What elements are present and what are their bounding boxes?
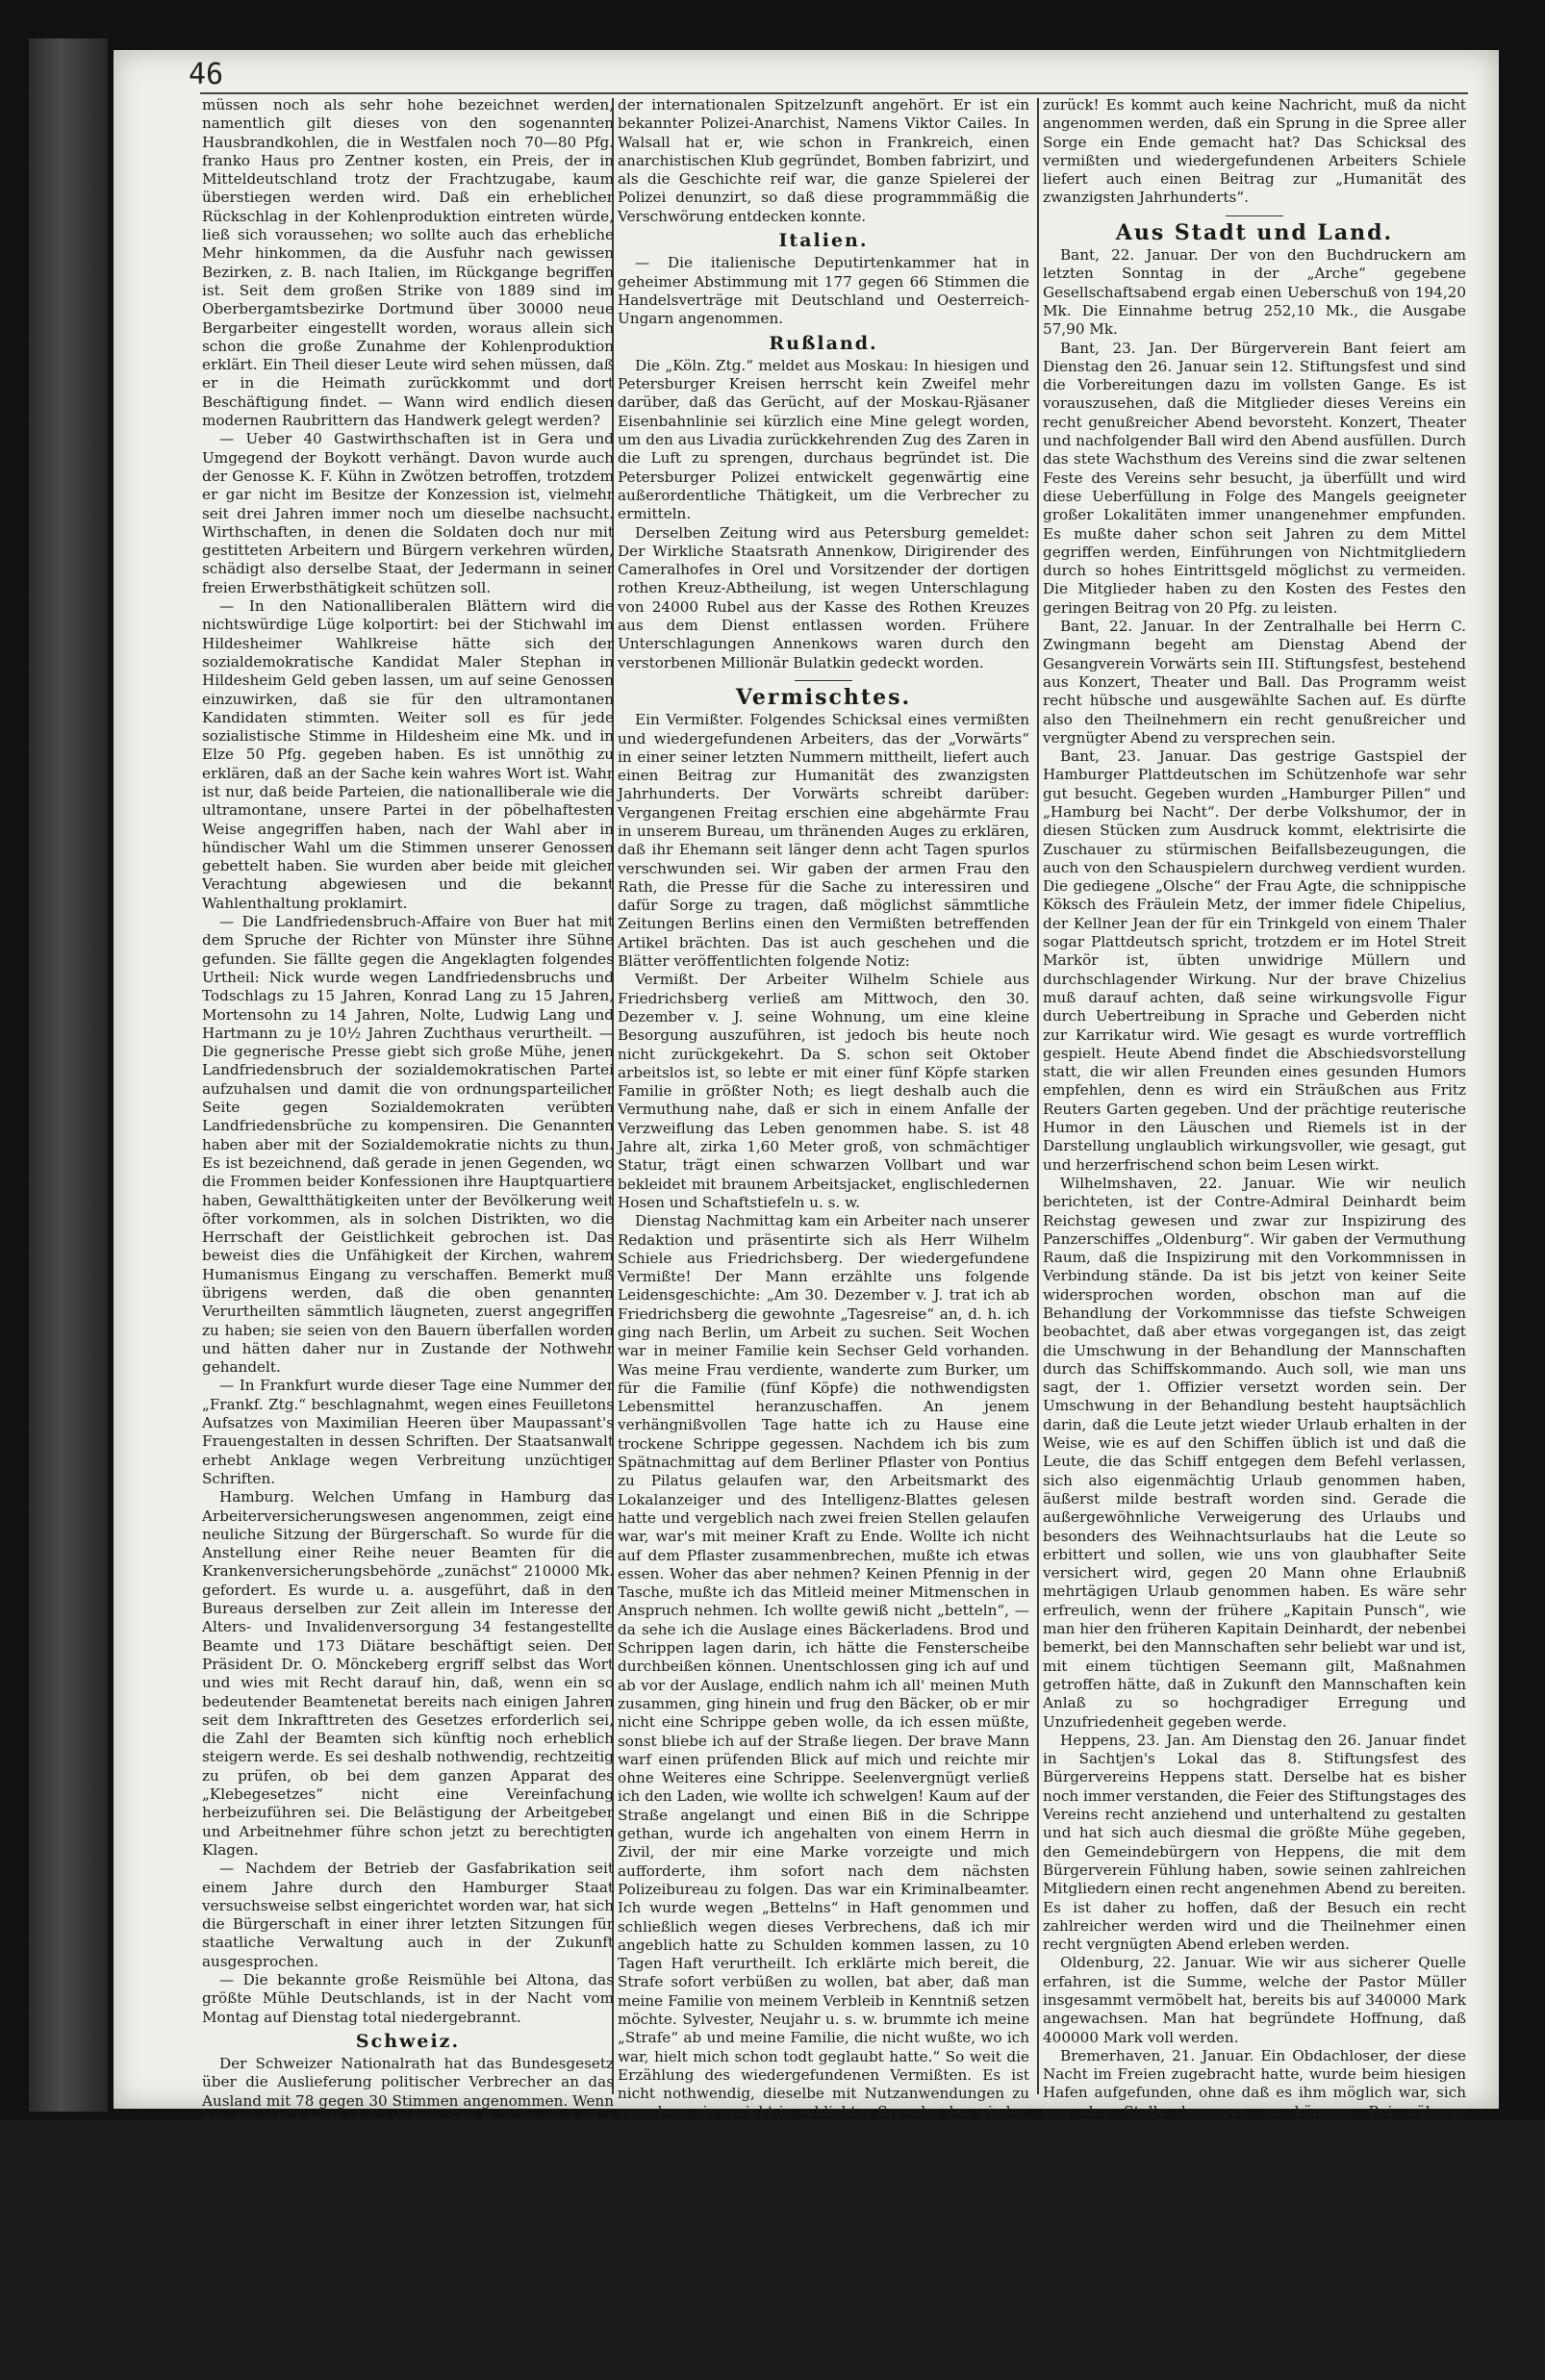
section-heading-schweiz: Schweiz. — [355, 2030, 461, 2052]
column-3 — [1043, 96, 1466, 2176]
article-paragraph: Die „Köln. Ztg.“ meldet aus Moskau: In hiesigen und Petersburger Kreisen herrscht kein Zweifel mehr darüber, daß das Gerücht, auf der Moskau-Rjäsaner Eisenbahnlinie sei kürzlich eine Mine gelegt worden, um den aus Livadia zurückkehrenden Zug des Zaren in die Luft zu sprengen, durchaus begründet ist. Die Petersburger Polizei entwickelt gegenwärtig eine außerordentliche Thätigkeit, um die Verbrecher zu ermitteln. — [618, 356, 1029, 523]
article-paragraph: Der Schweizer Nationalrath hat das Bundesgesetz über die Auslieferung politischer Verbrecher an das Ausland mit 78 gegen 30 Stimmen angenommen. Wenn der Auszuliefernde einen politischen Beweggrund oder Zweck vorschützt, wird er gleichwohl von der Schweiz ausgeliefert, sofern die in Frage stehende Handlung vorwiegend den Charakter eines gemeinen Verbrechens oder Vergehens hat. Das Bundesgericht entscheidet im einzelnen Fall nach freiem Ermessen. Das Gesetz wird erst rechtskräftig, nachdem die dreimonatliche Referendumsfrist unbenutzt verstrichen sein wird. — [202, 2055, 614, 2277]
article-paragraph: Vermißt. Der Arbeiter Wilhelm Schiele aus Friedrichsberg verließ am Mittwoch, den 30. Dezember v. J. seine Wohnung, um eine kleine Besorgung auszuführen, ist jedoch bis heute noch nicht zurückgekehrt. Da S. schon seit Oktober arbeitslos ist, so lebte er mit einer fünf Köpfe starken Familie in größter Noth; es liegt deshalb auch die Vermuthung nahe, daß er sich in einem Anfalle der Verzweiflung das Leben genommen habe. S. ist 48 Jahre alt, zirka 1,60 Meter groß, von schmächtiger Statur, trägt einen schwarzen Vollbart und war bekleidet mit braunem Arbeitsjacket, englischledernen Hosen und Schaftstiefeln u. s. w. — [618, 971, 1029, 1211]
section-separator — [1226, 215, 1283, 216]
article-paragraph: — Die bekannte große Reismühle bei Altona, das größte Mühle Deutschlands, ist in der Nacht vom Montag auf Dienstag total niedergebrannt. — [202, 1970, 614, 2026]
section-heading-vermischtes: Vermischtes. — [735, 684, 912, 710]
article-paragraph: Bant, 23. Januar. Das gestrige Gastspiel der Hamburger Plattdeutschen im Schützenhofe war sehr gut besucht. Gegeben wurden „Hamburger Pillen“ und „Hamburg bei Nacht“. Der derbe Volkshumor, der in diesen Stücken zum Ausdruck kommt, elektrisirte die Zuschauer zu stürmischen Beifallsbezeugungen, die auch von den Schauspielern durchweg verdient wurden. Die gediegene „Olsche“ der Frau Agte, die schnippische Köksch des Fräulein Metz, der immer fidele Chipelius, der Kellner Jean der für ein Trinkgeld von einem Thaler sogar Plattdeutsch spricht, trotzdem er im Hotel Streit Markör ist, übten unwidrige Müllern und durchschlagender Wirkung. Nur der brave Chizelius muß darauf achten, daß seine wirkungsvolle Figur durch Uebertreibung in Sprache und Geberden nicht zur Karrikatur wird. Wie gesagt es wurde vortrefflich gespielt. Heute Abend findet die Abschiedsvorstellung statt, die wir allen Freunden eines gesunden Humors empfehlen, denn es wird ein Sträußchen aus Fritz Reuters Garten gegeben. Und der prächtige reuterische Humor in den Läuschen und Riemels ist in der Darstellung unglaublich wirkungsvoller, wie gesagt, gut und herzerfrischend schon beim Lesen wirkt. — [1043, 747, 1466, 1174]
section-heading-italien: Italien. — [778, 230, 869, 252]
article-paragraph: müssen noch als sehr hohe bezeichnet werden, namentlich gilt dieses von den sogenannten Hausbrandkohlen, die in Westfalen noch 70—80 Pfg. franko Haus pro Zentner kosten, ein Preis, der in Mitteldeutschland trotz der Frachtzugabe, kaum überstiegen werden wird. Daß ein erheblicher Rückschlag in der Kohlenproduktion eintreten würde, ließ sich voraussehen; wo sollte auch das erhebliche Mehr hinkommen, da die Ausfuhr nach gewissen Bezirken, z. B. nach Italien, im Rückgange begriffen ist. Seit dem großen Strike von 1889 sind im Oberbergamtsbezirke Dortmund über 30000 neue Bergarbeiter eingestellt worden, woraus allein sich schon die große Zunahme der Kohlenproduktion erklärt. Ein Theil dieser Leute wird sehen müssen, daß er in die Heimath zurückkommt und dort Beschäftigung findet. — Wann wird endlich diesen modernen Raubrittern das Handwerk gelegt werden? — [202, 96, 614, 430]
article-paragraph: — Nachdem der Betrieb der Gasfabrikation seit einem Jahre durch den Hamburger Staat versuchsweise selbst eingerichtet worden war, hat sich die Bürgerschaft in einer ihrer letzten Sitzungen für staatliche Verwaltung auch in der Zukunft ausgesprochen. — [202, 1860, 614, 1970]
article-paragraph: — In Walsall in England wurde neulich eine anarchistische Bombenverschwörung entdeckt. Es stellt sich nun heraus, wie wir richtig vermuthet, daß der Anstifter — [202, 2306, 614, 2379]
article-paragraph: Bant, 23. Jan. Der Bürgerverein Bant feiert am Dienstag den 26. Januar sein 12. Stiftungsfest und sind die Vorbereitungen dazu im vollsten Gange. Es ist vorauszusehen, daß die Mitglieder dieses Vereins ein recht genußreicher Abend bevorsteht. Konzert, Theater und nachfolgender Ball wird den Abend ausfüllen. Durch das stete Wachsthum des Vereins sind die zwar seltenen Feste des Vereins sehr besucht, ja überfüllt und wird diese Ueberfüllung in Folge des Mangels geeigneter großer Lokalitäten immer unangenehmer empfunden. Es mußte daher schon seit Jahren zu dem Mittel gegriffen werden, Einführungen von Nichtmitgliedern durch so hohes Eintrittsgeld möglichst zu vermeiden. Die Mitglieder haben zu den Kosten des Festes den geringen Beitrag von 20 Pfg. zu leisten. — [1043, 339, 1466, 617]
article-paragraph: Heppens, 23. Jan. Am Dienstag den 26. Januar findet in Sachtjen's Lokal das 8. Stiftungsfest des Bürgervereins Heppens statt. Derselbe hat es bisher noch immer verstanden, die Feier des Stiftungstages des Vereins recht anziehend und unterhaltend zu gestalten und hat sich auch diesmal die größte Mühe gegeben, den Gemeindebürgern von Heppens, die mit dem Bürgerverein Fühlung haben, sowie seinen zahlreichen Mitgliedern einen recht angenehmen Abend zu bereiten. Es ist daher zu hoffen, daß der Besuch ein recht zahlreicher werden wird und die Theilnehmer einen recht vergnügten Abend erleben werden. — [1043, 1731, 1466, 1954]
article-paragraph: — In den Nationalliberalen Blättern wird die nichtswürdige Lüge kolportirt: bei der Stichwahl im Hildesheimer Wahlkreise hätte sich der sozialdemokratische Kandidat Maler Stephan in Hildesheim Geld geben lassen, um auf seine Genossen einzuwirken, daß sie für den ultramontanen Kandidaten stimmten. Weiter soll es für jede sozialistische Stimme in Hildesheim eine Mk. und in Elze 50 Pfg. gegeben haben. Es ist unnöthig zu erklären, daß an der Sache kein wahres Wort ist. Wahr ist nur, daß beide Parteien, die nationalliberale wie die ultramontane, unsere Partei in der pöbelhaftesten Weise angegriffen haben, nach der Wahl aber in hündischer Wahl um die Stimmen unserer Genossen gebettelt haben. Sie wurden aber beide mit gleicher Verachtung abgewiesen und die bekannt Wahlenthaltung proklamirt. — [202, 597, 614, 912]
top-rule — [200, 92, 1468, 94]
article-paragraph: Bant, 22. Januar. In der Zentralhalle bei Herrn C. Zwingmann begeht am Dienstag Abend der Gesangverein Vorwärts sein III. Stiftungsfest, bestehend aus Konzert, Theater und Ball. Das Programm weist recht hübsche und ausgewählte Sachen auf. Es dürfte also den Theilnehmern ein recht genußreicher und vergnügter Abend zu versprechen sein. — [1043, 618, 1466, 747]
section-separator — [795, 680, 852, 681]
article-paragraph: Dienstag Nachmittag kam ein Arbeiter nach unserer Redaktion und präsentirte sich als Herr Wilhelm Schiele aus Friedrichsberg. Der wiedergefundene Vermißte! Der Mann erzählte uns folgende Leidensgeschichte: „Am 30. Dezember v. J. trat ich ab Friedrichsberg die gewohnte „Tagesreise“ an, d. h. ich ging nach Berlin, um Arbeit zu suchen. Seit Wochen war in meiner Familie kein Sechser Geld vorhanden. Was meine Frau verdiente, wanderte zum Burker, um für die Familie (fünf Köpfe) die nothwendigsten Lebensmittel heranzuschaffen. An jenem verhängnißvollen Tage hatte ich zu Hause eine trockene Schrippe gegessen. Nachdem ich bis zum Spätnachmittag auf dem Berliner Pflaster von Pontius zu Pilatus gelaufen war, den Arbeitsmarkt des Lokalanzeiger und des Intelligenz-Blattes gelesen hatte und vergeblich nach zwei freien Stellen gelaufen war, war's mit meiner Kraft zu Ende. Wollte ich nicht auf dem Pflaster zusammenbrechen, mußte ich etwas essen. Woher das aber nehmen? Keinen Pfennig in der Tasche, mußte ich das Mitleid meiner Mitmenschen in Anspruch nehmen. Ich wollte gewiß nicht „betteln“, — da sehe ich die Auslage eines Bäckerladens. Brod und Schrippen lagen darin, ich hätte die Fensterscheibe durchbeißen können. Unentschlossen ging ich auf und ab vor der Auslage, endlich nahm ich all' meinen Muth zusammen, ging hinein und frug den Bäcker, ob er mir nicht eine Schrippe geben wolle, da ich essen müßte, sonst bliebe ich auf der Straße liegen. Der brave Mann warf einen prüfenden Blick auf mich und reichte mir ohne Weiteres eine Schrippe. Seelenvergnügt verließ ich den Laden, wie wollte ich schwelgen! Kaum auf der Straße angelangt und einen Biß in die Schrippe gethan, wurde ich angehalten von einem Herrn in Zivil, der mir eine Marke vorzeigte und mich aufforderte, ihm sofort nach dem nächsten Polizeibureau zu folgen. Das war ein Kriminalbeamter. Ich wurde wegen „Bettelns“ in Haft genommen und schließlich wegen dieses Verbrechens, daß ich mir angeblich hatte zu Schulden kommen lassen, zu 10 Tagen Haft verurtheilt. Ich erklärte mich bereit, die Strafe sofort verbüßen zu wollen, bat aber, daß man meine Familie von meinem Verbleib in Kenntniß setzen möchte. Sylvester, Neujahr u. s. w. brummte ich meine „Strafe“ ab und meine Familie, die nicht wußte, wo ich war, hielt mich schon todt geglaubt hatte.“ So weit die Erzählung des wiedergefundenen Vermißten. Es ist nicht nothwendig, dieselbe mit Nutzanwendungen zu versehen, sie spricht in schlichter Sprache das wieder, was einem Beitzlosen in Berlin heute passiren kann. Sind das menschenwürdige Zustände? Der Mann, dem ein Bäcker Situlter ein Brod schenkt, wird wegen Bettelns eingesperrt, ihm wird die Möglichkeit genommen, sich mit seiner Frau und seiner Familie zu verständigen. Zu Haus herrscht Todesschrecken, herrscht das Elend. Die arme Frau weiß nicht aus, nicht ein, der Mann geht weg, er kommt innerhalb einer Woche nicht — [618, 1212, 1029, 2289]
newspaper-page — [114, 50, 1499, 2379]
article-paragraph: zurück! Es kommt auch keine Nachricht, muß da nicht angenommen werden, daß ein Sprung in die Spree aller Sorge ein Ende gemacht hat? Das Schicksal des vermißten und wiedergefundenen Arbeiters Schiele liefert auch einen Beitrag zur „Humanität des zwanzigsten Jahrhunderts“. — [1043, 96, 1466, 207]
article-paragraph: Bremerhaven, 21. Januar. Ein Obdachloser, der diese Nacht im Freien zugebracht hatte, wurde beim hiesigen Hafen aufgefunden, ohne daß es ihm möglich war, sich von der Stelle bewegen zu können. Bei näherer Untersuchung ergab sich, daß ihm ein Bein und ein Arm total erfroren war. Der Unglückliche wurde zum Kranken- — [1043, 2046, 1466, 2176]
article-paragraph: Oldenburg, 22. Januar. Wie wir aus sicherer Quelle erfahren, ist die Summe, welche der Pastor Müller insgesammt vermöbelt hat, bereits bis auf 340000 Mark angewachsen. Man hat begründete Hoffnung, daß 400000 Mark voll werden. — [1043, 1954, 1466, 2046]
article-paragraph: Hamburg. Welchen Umfang in Hamburg das Arbeiterversicherungswesen angenommen, zeigt eine neuliche Sitzung der Bürgerschaft. So wurde für die Anstellung einer Reihe neuer Beamten für die Krankenversicherungsbehörde „zunächst“ 210000 Mk. gefordert. Es wurde u. a. ausgeführt, daß in den Bureaus derselben zur Zeit allein im Interesse der Alters- und Invalidenversorgung 34 festangestellte Beamte und 173 Diätare beschäftigt seien. Der Präsident Dr. O. Mönckeberg ergriff selbst das Wort und wies mit Recht darauf hin, daß, wenn ein so bedeutender Beamtenetat bereits nach einigen Jahren seit dem Inkrafttreten des Gesetzes erforderlich sei, die Zahl der Beamten sich künftig noch erheblich steigern werde. Es sei deshalb nothwendig, rechtzeitig zu prüfen, ob bei dem ganzen Apparat des „Klebegesetzes“ nicht eine Vereinfachung herbeizuführen sei. Die Belästigung der Arbeitgeber und Arbeitnehmer führe schon jetzt zu berechtigten Klagen. — [202, 1488, 614, 1859]
article-paragraph: — Die Landfriedensbruch-Affaire von Buer hat mit dem Spruche der Richter von Münster ihre Sühne gefunden. Sie fällte gegen die Angeklagten folgendes Urtheil: Nick wurde wegen Landfriedensbruchs und Todschlags zu 15 Jahren, Konrad Lang zu 15 Jahren, Mortensohn zu 14 Jahren, Nolte, Ludwig Lang und Hartmann zu je 10½ Jahren Zuchthaus verurtheilt. — Die gegnerische Presse giebt sich große Mühe, jenen Landfriedensbruch der sozialdemokratischen Partei aufzuhalsen und damit die von ordnungsparteilicher Seite gegen Sozialdemokraten verübten Landfriedensbrüche zu kompensiren. Die Genannten haben aber mit der Sozialdemokratie nichts zu thun. Es ist bezeichnend, daß gerade in jenen Gegenden, wo die Frommen beider Konfessionen ihre Hauptquartiere haben, Gewaltthätigkeiten unter der Bevölkerung weit öfter vorkommen, als in solchen Distrikten, wo die Herrschaft der Geistlichkeit gebrochen ist. Das beweist dies die Unfähigkeit der Kirchen, wahrem Humanismus Eingang zu verschaffen. Bemerkt muß übrigens werden, daß die oben genannten Verurtheilten sämmtlich läugneten, zuerst angegriffen zu haben; sie seien von den Bauern überfallen worden und hätten daher nur in Zustande der Nothwehr gehandelt. — [202, 913, 614, 1377]
article-paragraph: — Ueber 40 Gastwirthschaften ist in Gera und Umgegend der Boykott verhängt. Davon wurde auch der Genosse K. F. Kühn in Zwötzen betroffen, trotzdem er gar nicht im Besitze der Konzession ist, vielmehr seit drei Jahren immer noch um dieselbe nachsucht. Wirthschaften, in denen die Soldaten doch nur mit gestitteten Arbeitern und Bürgern verkehren würden, schädigt also derselbe Staat, der Jedermann in seiner freien Erwerbsthätigkeit schützen soll. — [202, 430, 614, 596]
section-heading-russland: Rußland. — [769, 332, 878, 354]
article-paragraph: Derselben Zeitung wird aus Petersburg gemeldet: Der Wirkliche Staatsrath Annenkow, Dirigirender des Cameralhofes in Orel und Vorsitzender der dortigen rothen Kreuz-Abtheilung, ist wegen Unterschlagung von 24000 Rubel aus der Kasse des Rothen Kreuzes aus dem Dienst entlassen worden. Frühere Unterschlagungen Annenkows waren durch den verstorbenen Millionär Bulatkin gedeckt worden. — [618, 523, 1029, 671]
section-heading-aus-stadt-und-land: Aus Stadt und Land. — [1115, 219, 1394, 245]
column-1 — [202, 96, 614, 2379]
page-number: 46 — [189, 58, 224, 91]
section-heading-england: England. — [354, 2281, 462, 2303]
column-2 — [618, 96, 1029, 2289]
article-paragraph: der internationalen Spitzelzunft angehört. Er ist ein bekannter Polizei-Anarchist, Namens Viktor Cailes. In Walsall hat er, wie schon in Frankreich, einen anarchistischen Klub gegründet, Bomben fabrizirt, und als die Geschichte reif war, die ganze Spielerei der Polizei denunzirt, so daß diese programmmäßig die Verschwörung entdecken konnte. — [618, 96, 1029, 225]
article-paragraph: — Die italienische Deputirtenkammer hat in geheimer Abstimmung mit 177 gegen 66 Stimmen die Handelsverträge mit Deutschland und Oesterreich-Ungarn angenommen. — [618, 254, 1029, 328]
article-paragraph: Wilhelmshaven, 22. Januar. Wie wir neulich berichteten, ist der Contre-Admiral Deinhardt beim Reichstag gewesen und zwar zur Inspizirung des Panzerschiffes „Oldenburg“. Wir gaben der Vermuthung Raum, daß die Inspizirung mit den Vorkommnissen in Verbindung stände. Da ist bis jetzt von keiner Seite widersprochen worden, obschon man auf die Behandlung der Vorkommnisse das tiefste Schweigen beobachtet, daß aber etwas vorgegangen ist, das zeigt die Umschwung in der Behandlung der Mannschaften durch das Schiffskommando. Auch soll, wie man uns sagt, der 1. Offizier versetzt worden sein. Der Umschwung in der Behandlung besteht hauptsächlich darin, daß die Leute jetzt wieder Urlaub erhalten in der Weise, wie es auf den Schiffen üblich ist und daß die Leute, die das Schiff entgegen dem Befehl verlassen, sich also eigenmächtig Urlaub genommen haben, äußerst milde bestraft worden sind. Gerade die außergewöhnliche Verweigerung des Urlaubs und besonders des Weihnachtsurlaubs hat die Leute so erbittert und sollen, wie uns von glaubhafter Seite versichert wird, gegen 20 Mann ohne Erlaubniß mehrtägigen Urlaub genommen haben. Es wäre sehr erfreulich, wenn der frühere „Kapitain Punsch“, wie man hier den früheren Kapitain Deinhardt, der nebenbei bemerkt, bei den Mannschaften sehr beliebt war und ist, mit einem tüchtigen Seemann gilt, Maßnahmen getroffen hätte, daß in Zukunft den Mannschaften kein Anlaß zu so hochgradiger Erregung und Unzufriedenheit gegeben werde. — [1043, 1174, 1466, 1731]
article-paragraph: Ein Vermißter. Folgendes Schicksal eines vermißten und wiedergefundenen Arbeiters, das der „Vorwärts“ in einer seiner letzten Nummern mittheilt, liefert auch einen Beitrag zur Humanität des zwanzigsten Jahrhunderts. Der Vorwärts schreibt darüber: Vergangenen Freitag erschien eine abgehärmte Frau in unserem Bureau, um thränenden Auges zu erklären, daß ihr Ehemann seit länger denn acht Tagen spurlos verschwunden sei. Wir gaben der armen Frau den Rath, die Presse für die Sache zu interessiren und dafür Sorge zu tragen, daß möglichst sämmtliche Zeitungen Berlins einen den Vermißten betreffenden Artikel brächten. Das ist auch geschehen und die Blätter veröffentlichten folgende Notiz: — [618, 711, 1029, 971]
binding-edge — [29, 38, 108, 2112]
article-paragraph: Bant, 22. Januar. Der von den Buchdruckern am letzten Sonntag in der „Arche“ gegebene Gesellschaftsabend ergab einen Ueberschuß von 194,20 Mk. Die Einnahme betrug 252,10 Mk., die Ausgabe 57,90 Mk. — [1043, 246, 1466, 339]
article-paragraph: — In Frankfurt wurde dieser Tage eine Nummer der „Frankf. Ztg.“ beschlagnahmt, wegen eines Feuilletons Aufsatzes von Maximilian Heeren über Maupassant's Frauengestalten in dessen Schriften. Der Staatsanwalt erhebt Anklage wegen Verbreitung unzüchtiger Schriften. — [202, 1377, 614, 1487]
column-rule — [1037, 98, 1039, 2094]
